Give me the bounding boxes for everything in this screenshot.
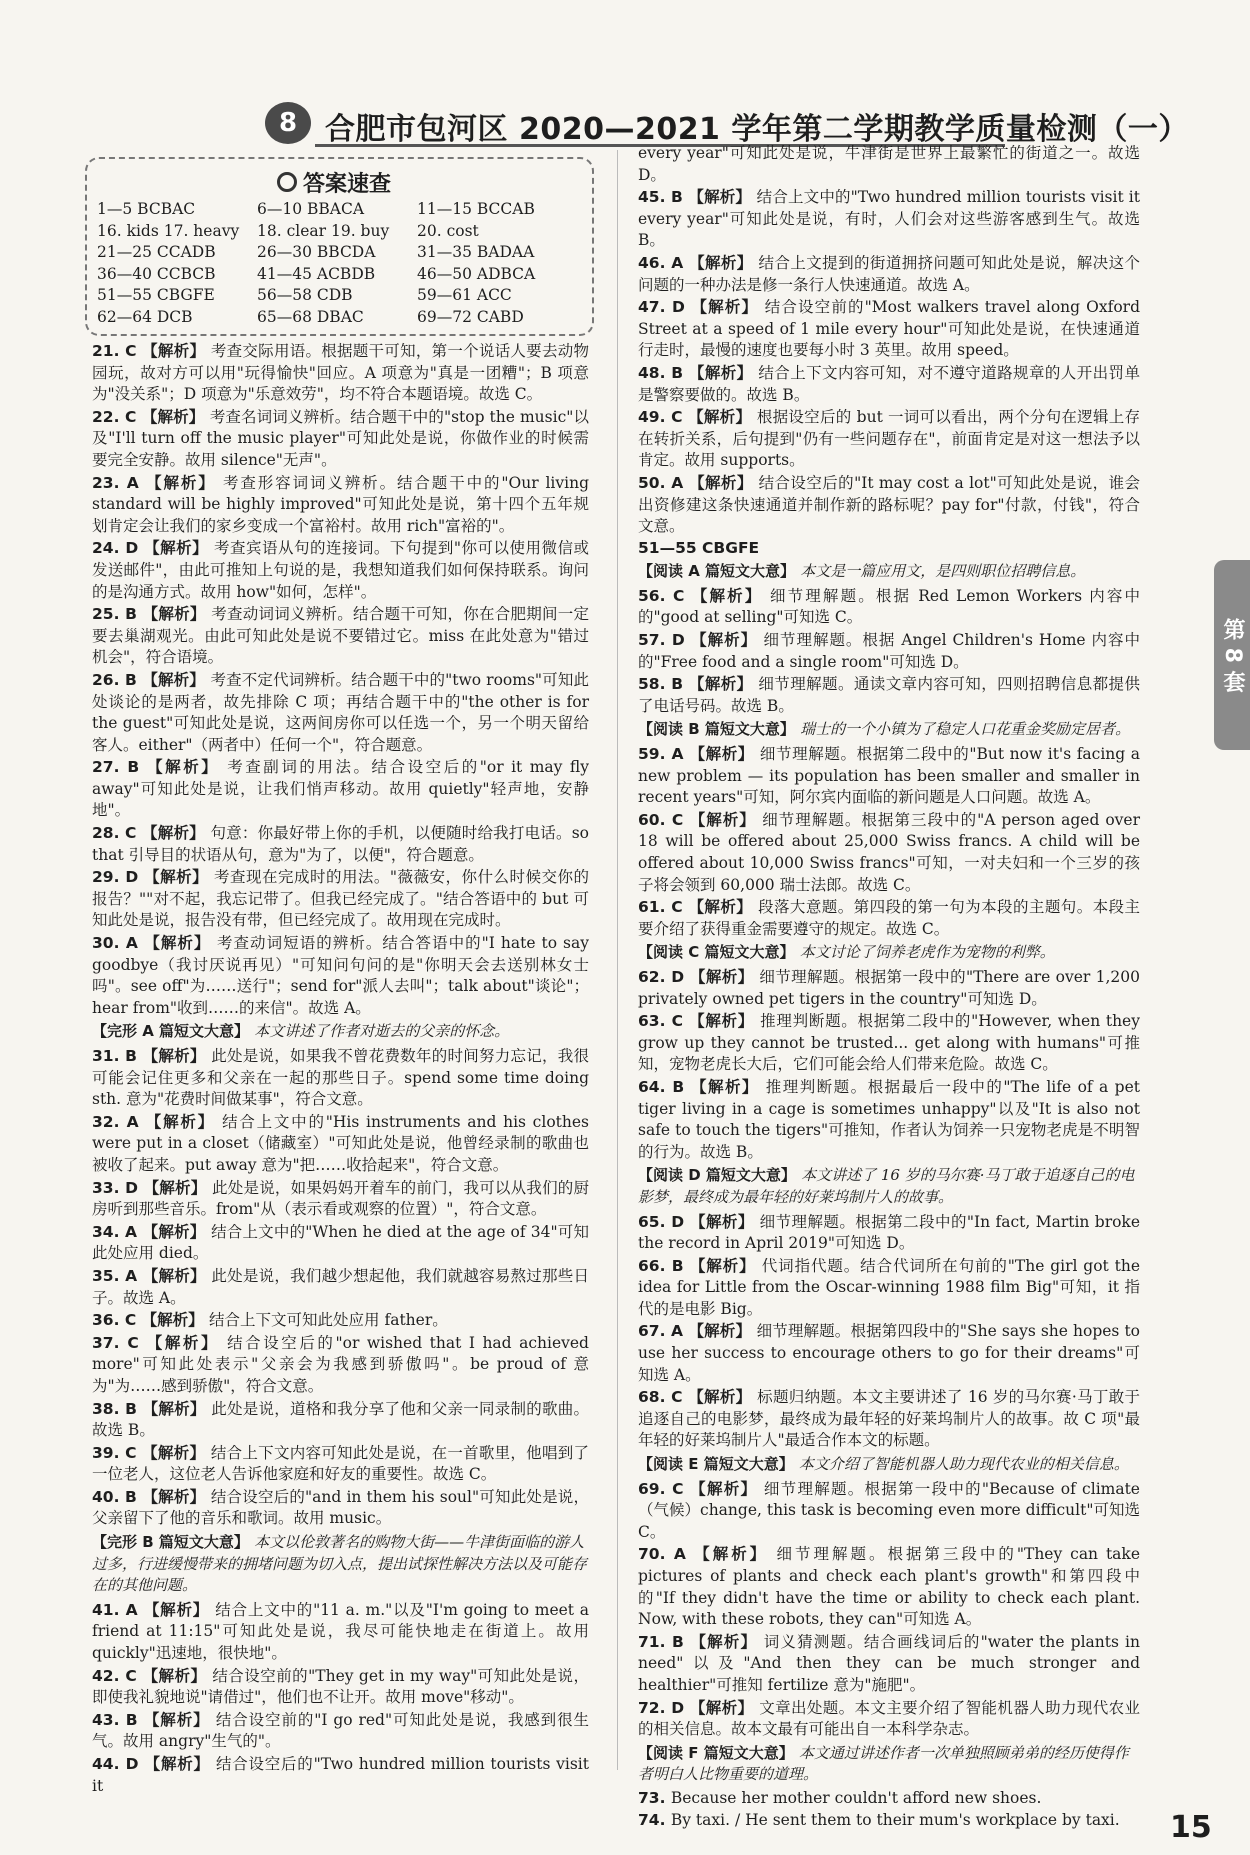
explanation-text: Because her mother couldn't afford new shoes. — [670, 1788, 1042, 1807]
analysis-tag: 【解析】 — [142, 1221, 212, 1241]
answer-cell: 21—25 CCADB — [97, 243, 216, 261]
explanation-text: 考查名词词义辨析。结合题干中的"stop the music"以及"I'll turn off the music player"可知此处是说，你做作业的时候需要完全安静。故用 silence"无声"。 — [92, 407, 589, 469]
explanation-text: 段落大意题。第四段的第一句为本段的主题句。本段主要介绍了获得重金需要遵守的规定。故选 C。 — [638, 898, 1140, 938]
answer-cell: 69—72 CABD — [417, 307, 524, 326]
analysis-tag: 【解析】 — [142, 1486, 211, 1506]
answer-explanation — [638, 1211, 1140, 1255]
question-number: 27. B — [92, 758, 148, 777]
explanation-text: 此处是说，如果我不曾花费数年的时间努力忘记，我很可能会记住更多和父亲在一起的那些日子。spend some time doing sth. 意为"花费时间做某事"，符合文意。 — [92, 1047, 589, 1109]
analysis-tag: 【解析】 — [689, 744, 760, 764]
answer-explanation — [638, 629, 1140, 673]
answer-explanation — [92, 1709, 589, 1753]
question-number: 35. A — [92, 1266, 143, 1285]
side-tab: 第 8 套 — [1214, 560, 1250, 750]
question-number: 60. C — [638, 810, 690, 829]
answer-explanation — [92, 1486, 589, 1530]
analysis-tag: 【解析】 — [142, 1665, 213, 1685]
answer-cell: 6—10 BBACA — [257, 200, 365, 218]
explanation-text: 结合设空前的"Most walkers travel along Oxford Street at a speed of 1 mile every hour"可知此处是说，在快速通道行走时，最慢的速度也要每小时 3 英里。故用 speed。 — [638, 298, 1141, 360]
answer-explanation — [638, 252, 1140, 296]
question-number: 48. B — [638, 363, 689, 382]
analysis-tag: 【解析】 — [144, 867, 214, 887]
explanation-text: 结合设空前的"They get in my way"可知此处是说，即使我礼貌地说"请借过"，他们也不让开。故用 move"移动"。 — [92, 1666, 589, 1707]
section-text: 瑞士的一个小镇为了稳定人口花重金奖励定居者。 — [800, 720, 1131, 739]
explanation-text: 结合设空后的"or wished that I had achieved more"可知此处表示"父亲会为我感到骄傲吗"。be proud of 意为"为……感到骄傲"，符合文意。 — [92, 1333, 589, 1395]
explanation-text: 细节理解题。根据 Red Lemon Workers 内容中的"good at selling"可知选 C。 — [638, 586, 1140, 627]
answer-explanation — [638, 1076, 1140, 1163]
explanation-text: 细节理解题。根据第二段中的"But now it's facing a new problem — its population has been smaller and smaller in recent years"可知，阿尔宾内面临的新问题是人口问题。故选 A。 — [638, 745, 1140, 807]
explanation-text: 细节理解题。根据第二段中的"In fact, Martin broke the record in April 2019"可知选 D。 — [638, 1212, 1140, 1253]
section-text: 本文以伦敦著名的购物大街——牛津街面临的游人过多，行进缓慢带来的拥堵问题为切入点，提出试探性解决方法以及可能存在的其他问题。 — [92, 1533, 588, 1595]
analysis-tag: 【解析】 — [688, 362, 759, 382]
section-text: 本文是一篇应用文，是四则职位招聘信息。 — [800, 562, 1086, 581]
answer-explanation — [638, 538, 1140, 560]
analysis-tag: 【解析】 — [689, 1697, 760, 1717]
answer-explanation — [92, 756, 589, 822]
question-number: 24. D — [92, 539, 145, 558]
analysis-tag: 【解析】 — [144, 933, 217, 953]
section-label: 【阅读 D 篇短文大意】 — [638, 1166, 802, 1185]
answer-explanation — [92, 537, 589, 603]
question-number: 68. C — [638, 1388, 689, 1407]
explanation-text: 考查形容词词义辨析。结合题干中的"Our living standard will be highly improved"可知此处是说，第十四个五年规划肯定会让我们的家乡变成一个富裕村。故用 rich"富裕的"。 — [92, 473, 589, 535]
answer-explanation — [638, 743, 1140, 809]
analysis-tag: 【解析】 — [690, 1631, 764, 1651]
explanation-text: 标题归纳题。本文主要讲述了 16 岁的马尔赛·马丁敢于追逐自己的电影梦，最终成为最年轻的好莱坞制片人的故事。故 C 项"最年轻的好莱坞制片人"最适合作本文的标题。 — [638, 1388, 1140, 1450]
question-number: 50. A — [638, 473, 690, 492]
explanation-text: 考查宾语从句的连接词。下句提到"你可以使用微信或发送邮件"，由此可推知上句说的是，我想知道我们如何保持联系。询问的是沟通方式。故用 how"如何，怎样"。 — [92, 539, 589, 601]
analysis-tag: 【解析】 — [689, 966, 760, 986]
explanation-text: 此处是说，我们越少想起他，我们就越容易熬过那些日子。故选 A。 — [92, 1266, 589, 1307]
question-number: 61. C — [638, 898, 689, 917]
explanation-text: 文章出处题。本文主要介绍了智能机器人助力现代农业的相关信息。故本文最有可能出自一本科学杂志。 — [638, 1698, 1140, 1739]
analysis-tag: 【解析】 — [690, 1478, 764, 1498]
section-label: 【阅读 A 篇短文大意】 — [638, 562, 801, 581]
section-text: 本文讲述了 16 岁的马尔赛·马丁敢于追逐自己的电影梦，最终成为最年轻的好莱坞制片人的故事。 — [638, 1166, 1135, 1206]
answer-explanation — [92, 1045, 589, 1111]
analysis-tag: 【解析】 — [689, 1011, 761, 1031]
answer-cell: 11—15 BCCAB — [417, 200, 535, 218]
question-number: 29. D — [92, 868, 145, 887]
section-label: 【完形 A 篇短文大意】 — [92, 1022, 255, 1041]
answer-explanation — [638, 1543, 1140, 1630]
analysis-tag: 【解析】 — [688, 1387, 758, 1407]
question-number: 56. C — [638, 586, 692, 605]
answer-explanation — [92, 1309, 589, 1332]
answer-cell: 65—68 DBAC — [257, 307, 364, 326]
answer-explanation — [92, 1332, 589, 1398]
analysis-tag: 【解析】 — [688, 1321, 757, 1341]
answer-explanation — [638, 1788, 1140, 1810]
analysis-tag: 【解析】 — [146, 1332, 228, 1352]
analysis-tag: 【解析】 — [689, 809, 763, 829]
explanation-text: 代词指代题。结合代词所在句前的"The girl got the idea for Little from the Oscar-winning 1988 film Big"可知，it 指代的是电影 Big。 — [638, 1256, 1140, 1318]
section-label: 【完形 B 篇短文大意】 — [92, 1533, 255, 1552]
analysis-tag: 【解析】 — [689, 1255, 762, 1275]
analysis-tag: 【解析】 — [142, 1442, 211, 1462]
section-text: 本文讨论了饲养老虎作为宠物的利弊。 — [799, 943, 1055, 962]
question-number: 74. — [638, 1810, 671, 1829]
question-number: 41. A — [92, 1600, 144, 1619]
answer-row — [97, 264, 577, 286]
explanation-text: 考查动词短语的辨析。结合答语中的"I hate to say goodbye（我讨厌说再见）"可知问句问的是"你明天会去送别林女士吗"。see off"为……送行"；send for"派人去叫"；talk about"谈论"；hear from"收到……的来信"。故选 A。 — [92, 934, 589, 1017]
answer-cell: 20. cost — [417, 221, 479, 240]
answer-explanation — [638, 1810, 1140, 1832]
answer-explanation — [92, 406, 589, 472]
question-number: 33. D — [92, 1178, 144, 1197]
section-summary — [638, 1454, 1140, 1476]
analysis-tag: 【解析】 — [688, 187, 757, 207]
answer-cell: 31—35 BADAA — [417, 243, 535, 261]
explanation-text: 推理判断题。根据最后一段中的"The life of a pet tiger living in a cage is sometimes unhappy"以及"It is also not safe to touch the tigers"可推知，作者认为饲养一只宠物老虎是不明智的行为。故选 B。 — [638, 1077, 1140, 1161]
explanation-text: 结合上文中的"Two hundred million tourists visit it every year"可知此处是说，有时，人们会对这些游客感到生气。故选 B。 — [638, 188, 1140, 250]
answer-explanation — [92, 866, 589, 932]
question-number: 38. B — [92, 1399, 143, 1418]
analysis-tag: 【解析】 — [144, 538, 214, 558]
explanation-text: 细节理解题。根据第三段中的"A person aged over 18 will be offered about 25,000 Swiss francs. A child will be offered about 10,000 Swiss francs"可知，一对夫妇和一个三岁的孩子将会领到 60,000 瑞士法郎。故选 C。 — [638, 810, 1140, 894]
explanation-text: 此处是说，如果妈妈开着车的前门，我可以从我们的厨房听到那些音乐。from"从（表示看或观察的位置）"，符合文意。 — [92, 1178, 589, 1219]
answer-row — [97, 221, 577, 243]
explanation-text: 结合上下文内容可知，对不遵守道路规章的人开出罚单是警察要做的。故选 B。 — [638, 363, 1140, 404]
answer-cell: 26—30 BBCDA — [257, 243, 376, 261]
question-number: 30. A — [92, 934, 145, 953]
analysis-tag: 【解析】 — [144, 1754, 216, 1773]
section-summary — [92, 1532, 589, 1597]
explanation-text: 细节理解题。根据第三段中的"They can take pictures of plants and check each plant's growth"和第四段中的"If they didn't have the time or ability to check each plant. Now, with these robots, they can"可知选 A。 — [638, 1545, 1140, 1629]
section-text: 本文介绍了智能机器人助力现代农业的相关信息。 — [798, 1455, 1129, 1474]
section-summary — [638, 942, 1140, 964]
answer-cell: 51—55 CBGFE — [97, 286, 215, 304]
test-number-badge: 8 — [265, 102, 311, 144]
analysis-tag: 【解析】 — [688, 407, 757, 427]
question-number: 23. A — [92, 473, 147, 492]
explanation-text: 推理判断题。根据第二段中的"However, when they grow up they cannot be trusted... get along with humans"可推知，宠物老虎长大后，它们可能会给人们带来危险。故选 C。 — [638, 1012, 1140, 1074]
answer-explanation — [638, 585, 1140, 629]
question-number: 40. B — [92, 1487, 143, 1506]
answer-explanation — [92, 340, 589, 406]
question-number: 57. D — [638, 631, 692, 650]
analysis-tag: 【解析】 — [694, 1544, 777, 1564]
answer-explanation — [638, 896, 1140, 940]
answer-row — [97, 307, 577, 329]
answer-explanation — [92, 1177, 589, 1221]
explanation-text: 结合上下文可知此处应用 father。 — [209, 1311, 448, 1330]
question-number: 63. C — [638, 1012, 690, 1031]
explanation-text: 结合设空后的"Two hundred million tourists visit it — [92, 1755, 589, 1795]
column-divider — [617, 150, 618, 1770]
answer-explanation — [638, 966, 1140, 1010]
analysis-tag: 【解析】 — [142, 823, 211, 843]
analysis-tag: 【解析】 — [690, 1211, 760, 1231]
explanation-text: 结合上文中的"His instruments and his clothes were put in a closet（储藏室）"可知此处是说，他曾经录制的歌曲也被收了起来。put away 意为"把……收拾起来"，符合文意。 — [92, 1112, 589, 1174]
explanation-text: 此处是说，道格和我分享了他和父亲一同录制的歌曲。故选 B。 — [92, 1399, 589, 1440]
answer-explanation — [638, 809, 1140, 896]
explanation-text: 结合设空前的"I go red"可知此处是说，我感到很生气。故用 angry"生气的"。 — [92, 1710, 589, 1751]
question-number: 28. C — [92, 824, 143, 843]
answer-explanation — [638, 673, 1140, 717]
question-number: 73. — [638, 1788, 671, 1807]
analysis-tag: 【解析】 — [141, 406, 210, 426]
explanation-text: 细节理解题。根据第四段中的"She says she hopes to use her success to encourage others to go for their dreams"可知选 A。 — [638, 1322, 1141, 1384]
question-number: 46. A — [638, 253, 690, 272]
question-number: 45. B — [638, 188, 689, 207]
answer-explanation — [92, 1665, 589, 1709]
analysis-tag: 【解析】 — [688, 897, 759, 917]
answer-explanation — [92, 1442, 589, 1486]
analysis-tag: 【解析】 — [142, 1398, 212, 1418]
question-number: 31. B — [92, 1047, 143, 1065]
question-number: 34. A — [92, 1222, 143, 1241]
answer-key-box — [85, 157, 594, 336]
analysis-tag: 【解析】 — [688, 674, 759, 694]
explanation-text: 结合上文中的"11 a. m."以及"I'm going to meet a friend at 11:15"可知此处是说，我尽可能快地走在街道上。故用 quickly"迅速地，很快地"。 — [92, 1600, 589, 1663]
explanation-text: 细节理解题。根据 Angel Children's Home 内容中的"Free food and a single room"可知选 D。 — [638, 631, 1140, 671]
analysis-tag: 【解析】 — [142, 1265, 212, 1285]
section-label: 【阅读 C 篇短文大意】 — [638, 943, 800, 962]
explanation-text: 考查交际用语。根据题干可知，第一个说话人要去动物园玩，故对方可以用"玩得愉快"回应。A 项意为"真是一团糟"；B 项意为"没关系"；D 项意为"乐意效劳"，均不符合本题语境。故选 C。 — [92, 342, 589, 404]
question-number: 25. B — [92, 605, 143, 624]
question-number: 62. D — [638, 967, 690, 986]
right-column — [638, 143, 1140, 1831]
question-number: 47. D — [638, 298, 692, 317]
section-text: 本文通过讲述作者一次单独照顾弟弟的经历使得作者明白人比物重要的道理。 — [638, 1743, 1129, 1784]
answer-explanation — [92, 669, 589, 756]
explanation-text: every year"可知此处是说，牛津街是世界上最繁忙的街道之一。故选 D。 — [638, 144, 1140, 184]
analysis-tag: 【解析】 — [145, 1111, 223, 1131]
answer-row — [97, 285, 577, 307]
answer-cell: 18. clear 19. buy — [257, 221, 390, 240]
explanation-text: 结合上下文内容可知此处是说，在一首歌里，他唱到了一位老人，这位老人告诉他家庭和好友的重要性。故选 C。 — [92, 1443, 589, 1484]
question-number: 72. D — [638, 1698, 690, 1717]
answer-explanation — [638, 296, 1140, 362]
analysis-tag: 【解析】 — [142, 1046, 212, 1065]
answer-explanation — [92, 1221, 589, 1265]
question-number: 64. B — [638, 1077, 692, 1096]
answer-explanation — [92, 1599, 589, 1665]
answer-key-title-text: 答案速查 — [303, 172, 392, 197]
answer-key-grid — [97, 199, 577, 328]
analysis-tag: 【解析】 — [691, 297, 765, 317]
question-number: 49. C — [638, 408, 689, 427]
section-label: 【阅读 E 篇短文大意】 — [638, 1455, 799, 1474]
explanation-text: 结合设空后的"It may cost a lot"可知此处是说，谁会出资修建这条快速通道并制作新的路标呢？pay for"付款，付钱"，符合文意。 — [638, 473, 1140, 536]
answer-explanation — [638, 362, 1140, 406]
answer-explanation — [638, 143, 1140, 186]
answer-key-title — [277, 167, 391, 198]
question-number: 42. C — [92, 1666, 143, 1685]
question-number: 26. B — [92, 670, 143, 689]
answer-cell: 62—64 DCB — [97, 307, 193, 326]
explanation-text: 考查副词的用法。结合设空后的"or it may fly away"可知此处是说，让我们悄声移动。故用 quietly"轻声地，安静地"。 — [92, 758, 589, 820]
question-number: 66. B — [638, 1256, 690, 1275]
answer-cell: 59—61 ACC — [417, 286, 512, 304]
page-header — [265, 100, 1189, 148]
explanation-text: By taxi. / He sent them to their mum's workplace by taxi. — [670, 1810, 1120, 1829]
page-number: 15 — [1170, 1810, 1212, 1845]
explanation-text: 句意：你最好带上你的手机，以便随时给我打电话。so that 引导目的状语从句，意为"为了，以便"，符合题意。 — [92, 824, 589, 864]
answer-explanation — [638, 472, 1140, 538]
answer-explanation — [638, 186, 1140, 252]
section-summary — [638, 561, 1140, 583]
analysis-tag: 【解析】 — [143, 1177, 213, 1197]
analysis-tag: 【解析】 — [143, 1599, 216, 1619]
explanation-text: 考查不定代词辨析。结合题干中的"two rooms"可知此处谈论的是两者，故先排除 C 项；再结合题干中的"the other is for the guest"可知此处是说，这两间房你可以任选一个，另一个明天留给客人。either"（两者中）任何一个"，符合题意。 — [92, 670, 589, 754]
analysis-tag: 【解析】 — [691, 585, 771, 605]
explanation-text: 根据设空后的 but 一词可以看出，两个分句在逻辑上存在转折关系，后句提到"仍有一些问题存在"，前面肯定是对这一想法予以肯定。故用 supports。 — [638, 408, 1140, 470]
question-number: 65. D — [638, 1212, 691, 1231]
answer-explanation — [92, 1265, 589, 1309]
answer-explanation — [638, 1255, 1140, 1321]
explanation-text: 细节理解题。根据第一段中的"Because of climate（气候）change, this task is becoming even more difficult"可知选 C。 — [638, 1479, 1140, 1541]
answer-cell: 46—50 ADBCA — [417, 264, 536, 283]
analysis-tag: 【解析】 — [142, 341, 211, 360]
page-title: 合肥市包河区 2020—2021 学年第二学期教学质量检测（一） — [325, 112, 1189, 147]
answer-explanation — [638, 1010, 1140, 1076]
question-number: 59. A — [638, 745, 690, 764]
explanation-text: 考查动词词义辨析。结合题干可知，你在合肥期间一定要去巢湖观光。由此可知此处是说不要错过它。miss 在此处意为"错过机会"，符合语境。 — [92, 605, 589, 667]
analysis-tag: 【解析】 — [143, 1709, 216, 1729]
answer-explanation — [92, 822, 589, 866]
section-summary — [638, 1743, 1140, 1786]
answer-explanation — [638, 1697, 1140, 1741]
answer-explanation — [638, 1478, 1140, 1544]
answer-cell: 56—58 CDB — [257, 286, 353, 304]
question-number: 36. C — [92, 1311, 142, 1330]
explanation-text: 考查现在完成时的用法。"薇薇安，你什么时候交你的报告？""对不起，我忘记带了。但我已经完成了。"结合答语中的 but 可知此处是说，报告没有带，但已经完成了。故用现在完成时。 — [92, 868, 589, 930]
answer-explanation — [638, 1386, 1140, 1452]
answer-cell: 16. kids 17. heavy — [97, 221, 240, 240]
answer-explanation — [638, 1631, 1140, 1697]
magnifier-icon — [277, 172, 297, 192]
question-number: 39. C — [92, 1443, 143, 1462]
left-column — [92, 340, 589, 1797]
answer-row — [97, 199, 577, 221]
question-number: 32. A — [92, 1112, 146, 1131]
section-summary — [92, 1021, 589, 1043]
answer-explanation — [92, 1753, 589, 1797]
explanation-text: 结合上文中的"When he died at the age of 34"可知此处应用 died。 — [92, 1222, 589, 1263]
answer-explanation — [92, 932, 589, 1019]
question-number: 58. B — [638, 675, 689, 694]
question-number: 43. B — [92, 1710, 144, 1729]
section-summary — [638, 719, 1140, 741]
answer-explanation — [638, 406, 1140, 472]
question-number: 51—55 CBGFE — [638, 538, 760, 557]
analysis-tag: 【解析】 — [691, 1076, 766, 1096]
question-number: 21. C — [92, 342, 143, 360]
analysis-tag: 【解析】 — [142, 669, 211, 689]
analysis-tag: 【解析】 — [142, 604, 212, 624]
answer-explanation — [92, 603, 589, 669]
answer-explanation — [92, 472, 589, 538]
question-number: 70. A — [638, 1545, 695, 1564]
explanation-text: 细节理解题。根据第一段中的"There are over 1,200 privately owned pet tigers in the country"可知选 D。 — [638, 967, 1141, 1008]
question-number: 71. B — [638, 1632, 691, 1651]
question-number: 69. C — [638, 1479, 691, 1498]
question-number: 22. C — [92, 407, 142, 426]
explanation-text: 结合上文提到的街道拥挤问题可知此处是说，解决这个问题的一种办法是修一条行人快速通道。故选 A。 — [638, 253, 1140, 294]
explanation-text: 细节理解题。通读文章内容可知，四则招聘信息都提供了电话号码。故选 B。 — [638, 675, 1140, 715]
question-number: 37. C — [92, 1333, 147, 1352]
answer-explanation — [92, 1111, 589, 1177]
analysis-tag: 【解析】 — [691, 630, 764, 650]
explanation-text: 词义猜测题。结合画线词后的"water the plants in need"以及"And then they can be much stronger and healthier"可推知 fertilize 意为"施肥"。 — [638, 1632, 1140, 1694]
answer-cell: 1—5 BCBAC — [97, 200, 196, 218]
answer-cell: 41—45 ACBDB — [257, 264, 376, 283]
answer-explanation — [92, 1398, 589, 1442]
analysis-tag: 【解析】 — [689, 252, 759, 272]
section-text: 本文讲述了作者对逝去的父亲的怀念。 — [254, 1022, 510, 1041]
section-summary — [638, 1165, 1140, 1208]
section-label: 【阅读 F 篇短文大意】 — [638, 1743, 799, 1762]
analysis-tag: 【解析】 — [689, 472, 759, 492]
analysis-tag: 【解析】 — [141, 1310, 210, 1330]
answer-row — [97, 242, 577, 264]
question-number: 67. A — [638, 1322, 689, 1341]
section-label: 【阅读 B 篇短文大意】 — [638, 720, 801, 739]
answer-explanation — [638, 1320, 1140, 1386]
answer-cell: 36—40 CCBCB — [97, 264, 216, 283]
analysis-tag: 【解析】 — [146, 472, 223, 492]
question-number: 44. D — [92, 1755, 145, 1773]
explanation-text: 结合设空后的"and in them his soul"可知此处是说，父亲留下了他的音乐和歌词。故用 music。 — [92, 1487, 589, 1528]
analysis-tag: 【解析】 — [147, 757, 228, 777]
